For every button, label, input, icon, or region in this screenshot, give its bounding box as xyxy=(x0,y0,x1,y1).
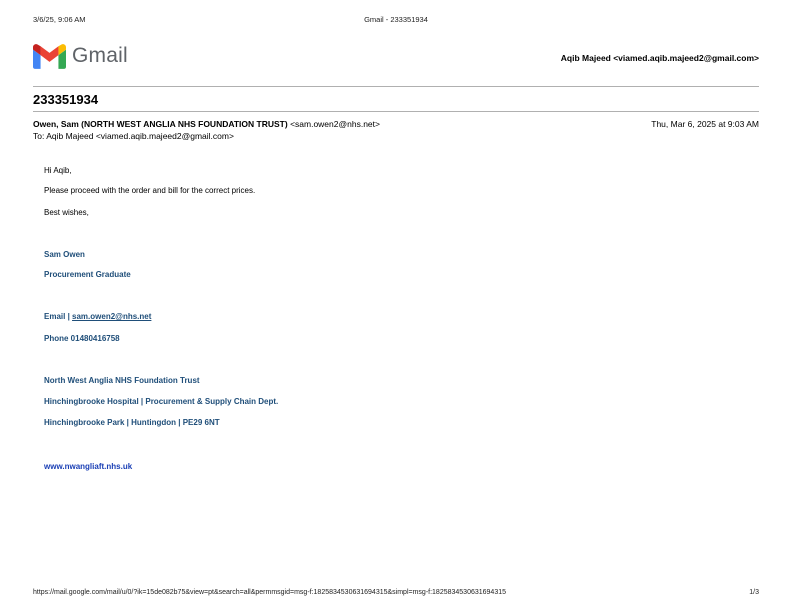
recipient-line: To: Aqib Majeed <viamed.aqib.majeed2@gmail.com> xyxy=(33,131,234,141)
signature-address: Hinchingbrooke Park | Huntingdon | PE29 6NT xyxy=(44,418,220,427)
signature-email-line xyxy=(44,312,151,321)
signature-phone: Phone 01480416758 xyxy=(44,334,120,343)
account-identity: Aqib Majeed <viamed.aqib.majeed2@gmail.com> xyxy=(560,53,759,63)
print-footer-url: https://mail.google.com/mail/u/0/?ik=15de082b75&view=pt&search=all&permmsgid=msg-f:1825834530631694315&simpl=msg-f:1825834530631694315 xyxy=(33,589,507,596)
sender-line xyxy=(33,119,380,129)
signature-email-link[interactable]: sam.owen2@nhs.net xyxy=(72,312,152,321)
signature-org: North West Anglia NHS Foundation Trust xyxy=(44,376,200,385)
signoff: Best wishes, xyxy=(44,208,89,217)
greeting: Hi Aqib, xyxy=(44,166,72,175)
divider xyxy=(33,111,759,112)
signature-website-link[interactable]: www.nwangliaft.nhs.uk xyxy=(44,462,133,471)
signature-role: Procurement Graduate xyxy=(44,270,131,279)
signature-email-label: Email | xyxy=(44,312,73,321)
body-line: Please proceed with the order and bill for the correct prices. xyxy=(44,186,256,195)
signature-name: Sam Owen xyxy=(44,250,85,259)
print-header-title: Gmail - 233351934 xyxy=(364,15,428,24)
email-subject: 233351934 xyxy=(33,92,99,107)
sender-address: <sam.owen2@nhs.net> xyxy=(290,119,380,129)
divider xyxy=(33,86,759,87)
print-header-datetime: 3/6/25, 9:06 AM xyxy=(33,15,86,24)
gmail-logo-icon[interactable] xyxy=(33,44,66,69)
email-date: Thu, Mar 6, 2025 at 9:03 AM xyxy=(651,119,759,129)
sender-name: Owen, Sam (NORTH WEST ANGLIA NHS FOUNDATION TRUST) xyxy=(33,119,288,129)
print-footer-page: 1/3 xyxy=(749,589,759,596)
gmail-wordmark: Gmail xyxy=(72,44,128,67)
signature-dept: Hinchingbrooke Hospital | Procurement & Supply Chain Dept. xyxy=(44,397,279,406)
